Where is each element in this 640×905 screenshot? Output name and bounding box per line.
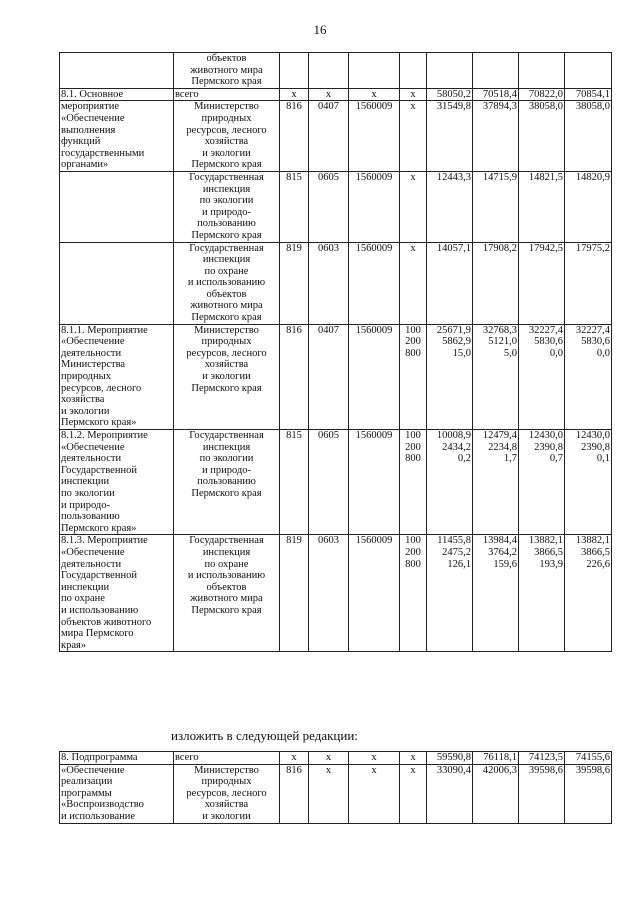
cell-value-year-3: 32227,4 5830,6 0,0 <box>519 324 565 429</box>
cell-name: 8.1. Основное <box>60 88 174 101</box>
cell-name <box>60 53 174 89</box>
cell-expense-type: х <box>400 764 427 823</box>
table-row <box>60 88 612 101</box>
cell-grbs: 816 <box>280 101 309 172</box>
cell-grbs: 816 <box>280 324 309 429</box>
cell-grbs: 816 <box>280 764 309 823</box>
cell-section: 0407 <box>309 324 349 429</box>
cell-section: 0605 <box>309 430 349 535</box>
cell-value-year-1: 11455,8 2475,2 126,1 <box>427 535 473 652</box>
cell-target-article: х <box>349 764 400 823</box>
cell-value-year-3: 70822,0 <box>519 88 565 101</box>
cell-value-year-1: 12443,3 <box>427 171 473 242</box>
cell-executor: Министерство природных ресурсов, лесного хозяйства и экологии Пермского края <box>174 324 280 429</box>
cell-value-year-2: 42006,3 <box>473 764 519 823</box>
cell-value-year-3: 74123,5 <box>519 752 565 765</box>
cell-grbs: х <box>280 752 309 765</box>
cell-name: 8.1.2. Мероприятие «Обеспечение деятельности Государственной инспекции по экологии и природо- пользованию Пермского края» <box>60 430 174 535</box>
cell-name: мероприятие «Обеспечение выполнения функций государственными органами» <box>60 101 174 172</box>
cell-grbs: 819 <box>280 535 309 652</box>
cell-grbs: х <box>280 88 309 101</box>
cell-executor: Государственная инспекция по охране и использованию объектов животного мира Пермского края <box>174 242 280 324</box>
cell-executor: всего <box>174 752 280 765</box>
cell-section: х <box>309 88 349 101</box>
cell-expense-type: 100 200 800 <box>400 324 427 429</box>
cell-name: «Обеспечение реализации программы «Воспроизводство и использование <box>60 764 174 823</box>
cell-value-year-1: 25671,9 5862,9 15,0 <box>427 324 473 429</box>
cell-value-year-3 <box>519 53 565 89</box>
cell-grbs: 815 <box>280 430 309 535</box>
cell-executor: всего <box>174 88 280 101</box>
cell-expense-type: х <box>400 101 427 172</box>
cell-value-year-1: 14057,1 <box>427 242 473 324</box>
cell-executor: Государственная инспекция по экологии и природо- пользованию Пермского края <box>174 171 280 242</box>
cell-value-year-2: 37894,3 <box>473 101 519 172</box>
table-row <box>60 101 612 172</box>
cell-value-year-2: 12479,4 2234,8 1,7 <box>473 430 519 535</box>
cell-value-year-4: 70854,1 <box>565 88 612 101</box>
cell-value-year-4: 32227,4 5830,6 0,0 <box>565 324 612 429</box>
cell-value-year-3: 13882,1 3866,5 193,9 <box>519 535 565 652</box>
cell-value-year-4: 74155,6 <box>565 752 612 765</box>
cell-executor: Государственная инспекция по экологии и природо- пользованию Пермского края <box>174 430 280 535</box>
cell-section: 0605 <box>309 171 349 242</box>
cell-target-article: 1560009 <box>349 324 400 429</box>
cell-value-year-3: 14821,5 <box>519 171 565 242</box>
page-number: 16 <box>313 22 327 37</box>
cell-value-year-1: 58050,2 <box>427 88 473 101</box>
cell-value-year-1: 10008,9 2434,2 0,2 <box>427 430 473 535</box>
table-row <box>60 752 612 765</box>
cell-value-year-2: 14715,9 <box>473 171 519 242</box>
budget-table-new <box>59 751 612 824</box>
table-body <box>60 53 612 652</box>
cell-grbs: 815 <box>280 171 309 242</box>
cell-value-year-3: 17942,5 <box>519 242 565 324</box>
budget-table-old <box>59 52 612 652</box>
cell-name <box>60 171 174 242</box>
cell-value-year-2: 17908,2 <box>473 242 519 324</box>
cell-value-year-1 <box>427 53 473 89</box>
cell-value-year-4: 12430,0 2390,8 0,1 <box>565 430 612 535</box>
cell-target-article: 1560009 <box>349 101 400 172</box>
cell-value-year-4: 13882,1 3866,5 226,6 <box>565 535 612 652</box>
table-row <box>60 324 612 429</box>
cell-value-year-2 <box>473 53 519 89</box>
amendment-caption: изложить в следующей редакции: <box>171 728 358 743</box>
table-row <box>60 53 612 89</box>
cell-executor: Государственная инспекция по охране и использованию объектов животного мира Пермского края <box>174 535 280 652</box>
cell-expense-type: х <box>400 242 427 324</box>
cell-value-year-4: 17975,2 <box>565 242 612 324</box>
cell-target-article: х <box>349 752 400 765</box>
cell-value-year-4: 14820,9 <box>565 171 612 242</box>
cell-name <box>60 242 174 324</box>
cell-section: 0603 <box>309 242 349 324</box>
cell-grbs: 819 <box>280 242 309 324</box>
table-row <box>60 242 612 324</box>
cell-value-year-1: 33090,4 <box>427 764 473 823</box>
cell-value-year-3: 39598,6 <box>519 764 565 823</box>
cell-executor: объектов животного мира Пермского края <box>174 53 280 89</box>
cell-value-year-3: 38058,0 <box>519 101 565 172</box>
cell-value-year-1: 31549,8 <box>427 101 473 172</box>
cell-section: х <box>309 764 349 823</box>
cell-expense-type: 100 200 800 <box>400 535 427 652</box>
cell-target-article: 1560009 <box>349 242 400 324</box>
cell-section: 0407 <box>309 101 349 172</box>
cell-name: 8.1.1. Мероприятие «Обеспечение деятельности Министерства природных ресурсов, лесного хозяйства и экологии Пермского края» <box>60 324 174 429</box>
cell-target-article: 1560009 <box>349 171 400 242</box>
cell-value-year-2: 13984,4 3764,2 159,6 <box>473 535 519 652</box>
cell-executor: Министерство природных ресурсов, лесного хозяйства и экологии <box>174 764 280 823</box>
cell-section: 0603 <box>309 535 349 652</box>
cell-value-year-2: 70518,4 <box>473 88 519 101</box>
cell-target-article: х <box>349 88 400 101</box>
cell-target-article: 1560009 <box>349 430 400 535</box>
cell-executor: Министерство природных ресурсов, лесного хозяйства и экологии Пермского края <box>174 101 280 172</box>
cell-value-year-3: 12430,0 2390,8 0,7 <box>519 430 565 535</box>
cell-expense-type: 100 200 800 <box>400 430 427 535</box>
cell-value-year-2: 32768,3 5121,0 5,0 <box>473 324 519 429</box>
cell-section: х <box>309 752 349 765</box>
cell-target-article <box>349 53 400 89</box>
table-row <box>60 535 612 652</box>
cell-value-year-4 <box>565 53 612 89</box>
cell-name: 8. Подпрограмма <box>60 752 174 765</box>
cell-name: 8.1.3. Мероприятие «Обеспечение деятельности Государственной инспекции по охране и использованию объектов животного мира Пермского края» <box>60 535 174 652</box>
cell-value-year-4: 38058,0 <box>565 101 612 172</box>
cell-value-year-4: 39598,6 <box>565 764 612 823</box>
cell-expense-type: х <box>400 171 427 242</box>
cell-value-year-1: 59590,8 <box>427 752 473 765</box>
cell-expense-type: х <box>400 88 427 101</box>
table-row <box>60 171 612 242</box>
table-row <box>60 430 612 535</box>
cell-grbs <box>280 53 309 89</box>
cell-expense-type: х <box>400 752 427 765</box>
table-body <box>60 752 612 824</box>
cell-value-year-2: 76118,1 <box>473 752 519 765</box>
cell-target-article: 1560009 <box>349 535 400 652</box>
cell-expense-type <box>400 53 427 89</box>
table-row <box>60 764 612 823</box>
cell-section <box>309 53 349 89</box>
